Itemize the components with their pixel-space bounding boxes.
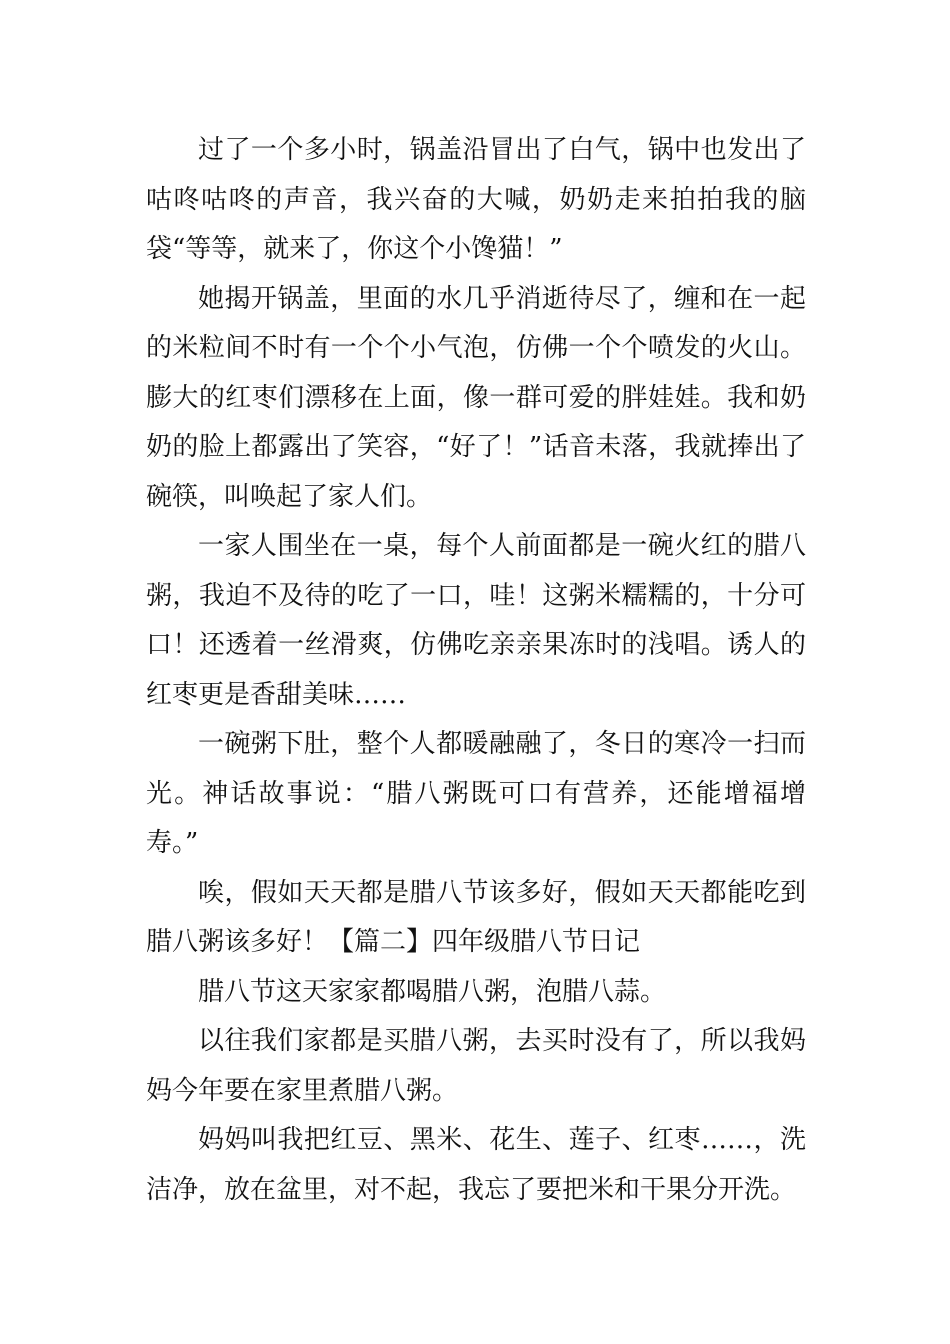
paragraph-3: 一家人围坐在一桌，每个人前面都是一碗火红的腊八粥，我迫不及待的吃了一口，哇！这粥米糯糯的，十分可口！还透着一丝滑爽，仿佛吃亲亲果冻时的浅唱。诱人的红枣更是香甜美味…… xyxy=(146,531,806,710)
paragraph-8: 妈妈叫我把红豆、黑米、花生、莲子、红枣……，洗洁净，放在盆里，对不起，我忘了要把米和干果分开洗。 xyxy=(146,1125,806,1205)
paragraph-4: 一碗粥下肚，整个人都暖融融了，冬日的寒冷一扫而光。神话故事说：“腊八粥既可口有营养，还能增福增寿。” xyxy=(146,729,806,858)
document-body xyxy=(146,126,806,1215)
paragraph-5: 唉，假如天天都是腊八节该多好，假如天天都能吃到腊八粥该多好！【篇二】四年级腊八节日记 xyxy=(146,877,806,957)
paragraph-2: 她揭开锅盖，里面的水几乎消逝待尽了，缠和在一起的米粒间不时有一个个小气泡，仿佛一个个喷发的火山。膨大的红枣们漂移在上面，像一群可爱的胖娃娃。我和奶奶的脸上都露出了笑容，“好了！”话音未落，我就捧出了碗筷，叫唤起了家人们。 xyxy=(146,283,806,512)
paragraph-1: 过了一个多小时，锅盖沿冒出了白气，锅中也发出了咕咚咕咚的声音，我兴奋的大喊，奶奶走来拍拍我的脑袋“等等，就来了，你这个小馋猫！” xyxy=(146,135,806,264)
paragraph-6: 腊八节这天家家都喝腊八粥，泡腊八蒜。 xyxy=(198,976,667,1007)
paragraph-7: 以往我们家都是买腊八粥，去买时没有了，所以我妈妈今年要在家里煮腊八粥。 xyxy=(146,1026,806,1106)
